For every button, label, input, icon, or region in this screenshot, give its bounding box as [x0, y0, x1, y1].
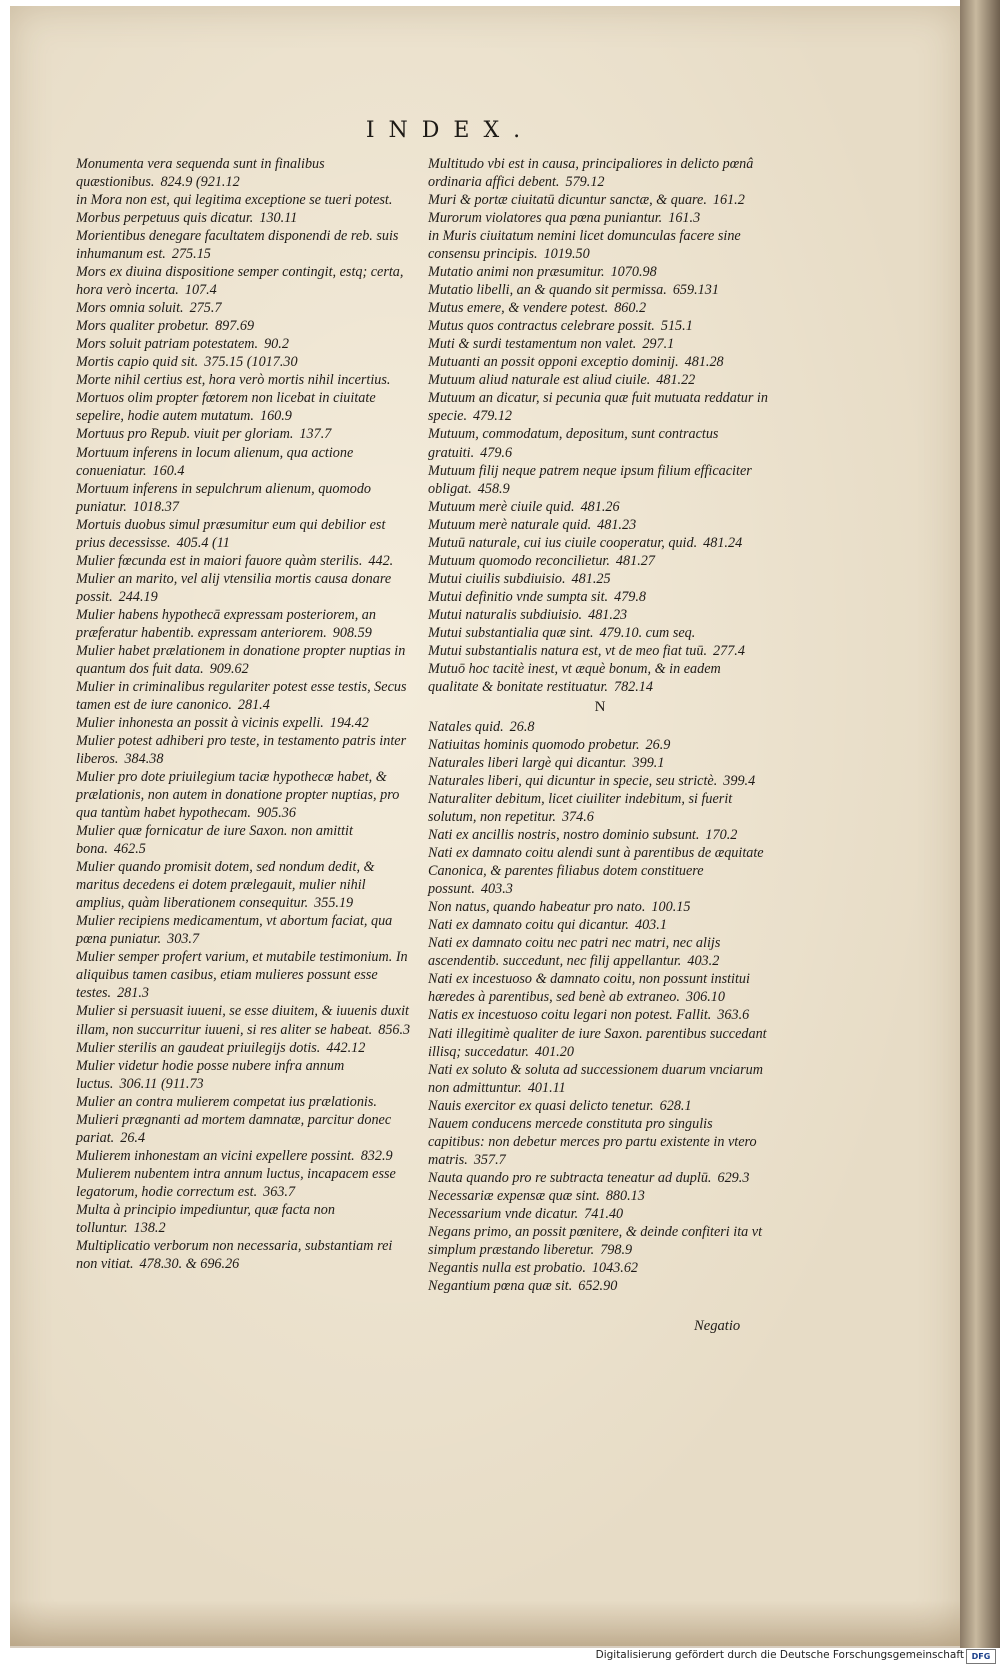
- entry-text: Negantium pœna quæ sit.: [428, 1277, 573, 1294]
- entry-text: Mutuū naturale, cui ius ciuile cooperatur, quid.: [428, 534, 698, 551]
- entry-text: Nati ex ancillis nostris, nostro dominio subsunt.: [428, 827, 700, 844]
- entry-text: Mulier recipiens medicamentum, vt abortum faciat, qua pœna puniatur.: [76, 913, 393, 948]
- index-entry: [428, 898, 772, 916]
- entry-page-ref: 481.24: [703, 534, 743, 551]
- entry-text: Mors soluit patriam potestatem.: [76, 336, 259, 353]
- entry-text: Mulierem inhonestam an vicini expellere possint.: [76, 1147, 355, 1164]
- entry-text: Mutuum merè naturale quid.: [428, 516, 592, 533]
- entry-text: Nati illegitimè qualiter de iure Saxon. parentibus succedant illisq; succedatur.: [428, 1025, 767, 1060]
- index-entry: [428, 299, 772, 317]
- entry-page-ref: 160.4: [152, 462, 185, 479]
- index-entry: [428, 736, 772, 754]
- entry-text: Mulier habet prælationem in donatione propter nuptias in quantum dos fuit data.: [76, 642, 406, 677]
- index-entry: [76, 732, 412, 768]
- entry-text: Mutui definitio vnde sumpta sit.: [428, 588, 609, 605]
- entry-page-ref: 897.69: [215, 318, 255, 335]
- entry-page-ref: 355.19: [314, 895, 354, 912]
- entry-page-ref: 442.: [368, 552, 394, 569]
- entry-page-ref: 880.13: [605, 1187, 645, 1204]
- entry-page-ref: 479.8: [614, 588, 647, 605]
- entry-page-ref: 479.12: [473, 408, 513, 425]
- index-entry: [76, 371, 412, 389]
- index-entry: [428, 425, 772, 461]
- index-entry: [428, 772, 772, 790]
- entry-page-ref: 782.14: [613, 678, 653, 695]
- index-entry: [428, 642, 772, 660]
- entry-page-ref: 458.9: [477, 480, 510, 497]
- entry-text: Mulierem nubentem intra annum luctus, incapacem esse legatorum, hodie correctum est.: [76, 1165, 396, 1200]
- entry-text: Nauis exercitor ex quasi delicto tenetur.: [428, 1097, 654, 1114]
- entry-text: Mulier potest adhiberi pro teste, in testamento patris inter liberos.: [76, 733, 407, 768]
- index-entry: [76, 317, 412, 335]
- index-entry: [76, 263, 412, 299]
- index-entry: [76, 209, 412, 227]
- index-entry: [428, 1259, 772, 1277]
- entry-page-ref: 659.131: [672, 282, 719, 299]
- entry-page-ref: 1019.50: [543, 246, 590, 263]
- index-entry: [76, 480, 412, 516]
- index-entry: [76, 1201, 412, 1237]
- entry-page-ref: 515.1: [660, 318, 693, 335]
- index-entry: [428, 227, 772, 263]
- entry-text: Mutuum quomodo reconcilietur.: [428, 552, 610, 569]
- entry-page-ref: 628.1: [659, 1097, 692, 1114]
- entry-text: Mortuum inferens in sepulchrum alienum, quomodo puniatur.: [76, 480, 372, 515]
- entry-text: Mors omnia soluit.: [76, 300, 184, 317]
- index-entry: [428, 209, 772, 227]
- index-entry: [76, 858, 412, 912]
- entry-text: Mulier quando promisit dotem, sed nondum dedit, & maritus decedens ei dotem prælegauit, mulier nihil amplius, quàm liberationem consequitur.: [76, 859, 375, 912]
- index-entry: [76, 1165, 412, 1201]
- index-entry: [76, 516, 412, 552]
- catchword: Negatio: [694, 1318, 741, 1334]
- entry-text: Mutui naturalis subdiuisio.: [428, 606, 583, 623]
- index-entry: [428, 1061, 772, 1097]
- entry-text: Mulier quæ fornicatur de iure Saxon. non amittit bona.: [76, 823, 353, 858]
- entry-page-ref: 905.36: [256, 805, 296, 822]
- index-entry: [428, 588, 772, 606]
- entry-text: Murorum violatores qua pœna puniantur.: [428, 210, 663, 227]
- entry-text: Morte nihil certius est, hora verò mortis nihil incertius.: [76, 372, 391, 389]
- index-column-left: [76, 155, 412, 1273]
- index-entry: [428, 1223, 772, 1259]
- entry-text: Multitudo vbi est in causa, principaliores in delicto pœnâ ordinaria affici debent.: [428, 156, 754, 191]
- entry-text: Mutatio libelli, an & quando sit permissa.: [428, 282, 667, 299]
- entry-text: Multa à principio impediuntur, quæ facta non tolluntur.: [76, 1201, 335, 1236]
- entry-text: Naturales liberi, qui dicuntur in specie, seu strictè.: [428, 773, 718, 790]
- entry-page-ref: 281.3: [117, 985, 149, 1002]
- entry-text: Naturales liberi largè qui dicantur.: [428, 755, 627, 772]
- entry-text: Mutuum aliud naturale est aliud ciuile.: [428, 372, 651, 389]
- entry-text: in Mora non est, qui legitima exceptione se tueri potest.: [76, 192, 393, 209]
- index-entry: [428, 516, 772, 534]
- entry-text: Nauta quando pro re subtracta teneatur ad duplū.: [428, 1169, 712, 1186]
- entry-page-ref: 375.15 (1017.30: [204, 354, 298, 371]
- index-entry: [428, 281, 772, 299]
- index-entry: [428, 844, 772, 898]
- entry-page-ref: 138.2: [133, 1219, 166, 1236]
- entry-page-ref: 363.7: [263, 1183, 296, 1200]
- entry-page-ref: 403.1: [634, 917, 667, 934]
- index-entry: [428, 1169, 772, 1187]
- index-entry: [428, 534, 772, 552]
- entry-text: Necessariæ expensæ quæ sint.: [428, 1187, 600, 1204]
- entry-text: Nauem conducens mercede constituta pro singulis capitibus: non debetur merces pro partu existente in vtero matris.: [428, 1115, 757, 1168]
- entry-page-ref: 277.4: [713, 642, 745, 659]
- index-entry: [428, 191, 772, 209]
- index-entry: [76, 335, 412, 353]
- index-entry: [428, 498, 772, 516]
- index-entry: [428, 660, 772, 696]
- entry-text: Mutuum merè ciuile quid.: [428, 498, 575, 515]
- entry-text: Naturaliter debitum, licet ciuiliter indebitum, si fuerit solutum, non repetitur.: [428, 791, 733, 826]
- entry-text: Mutus quos contractus celebrare possit.: [428, 318, 655, 335]
- entry-page-ref: 1070.98: [610, 264, 657, 281]
- entry-text: Necessarium vnde dicatur.: [428, 1205, 579, 1222]
- entry-page-ref: 26.8: [509, 718, 535, 735]
- entry-text: Mortuis duobus simul præsumitur eum qui debilior est prius decessisse.: [76, 516, 386, 551]
- index-entry: [428, 462, 772, 498]
- entry-page-ref: 579.12: [565, 174, 605, 191]
- entry-page-ref: 161.3: [668, 210, 701, 227]
- index-entry: [76, 1057, 412, 1093]
- entry-text: Mulier an contra mulierem competat ius prælationis.: [76, 1093, 377, 1110]
- index-entry: [428, 624, 772, 642]
- entry-page-ref: 481.26: [580, 498, 620, 515]
- index-entry: [428, 754, 772, 772]
- entry-page-ref: 306.10: [685, 989, 725, 1006]
- index-entry: [76, 1237, 412, 1273]
- entry-page-ref: 26.4: [120, 1129, 146, 1146]
- entry-page-ref: 481.25: [571, 570, 611, 587]
- entry-page-ref: 478.30. & 696.26: [139, 1255, 240, 1272]
- index-entry: [428, 389, 772, 425]
- entry-text: Mortuum inferens in locum alienum, qua actione conueniatur.: [76, 444, 354, 479]
- index-entry: [428, 826, 772, 844]
- entry-text: Morbus perpetuus quis dicatur.: [76, 210, 254, 227]
- entry-text: Natales quid.: [428, 718, 504, 735]
- entry-page-ref: 832.9: [360, 1147, 393, 1164]
- entry-text: Mutatio animi non præsumitur.: [428, 264, 605, 281]
- entry-text: Nati ex damnato coitu qui dicantur.: [428, 917, 629, 934]
- index-entry: [76, 155, 412, 191]
- entry-page-ref: 481.23: [597, 516, 637, 533]
- index-entry: [428, 353, 772, 371]
- entry-page-ref: 194.42: [329, 714, 369, 731]
- entry-text: Natiuitas hominis quomodo probetur.: [428, 737, 640, 753]
- entry-page-ref: 652.90: [578, 1277, 618, 1294]
- entry-text: Mulieri prægnanti ad mortem damnatæ, parcitur donec pariat.: [76, 1111, 392, 1146]
- entry-text: Negans primo, an possit pœnitere, & deinde confiteri ita vt simplum præstando liberetur.: [428, 1223, 763, 1258]
- entry-page-ref: 1043.62: [591, 1259, 639, 1276]
- entry-page-ref: 363.6: [717, 1007, 750, 1024]
- index-entry: [76, 1039, 412, 1057]
- entry-text: Mulier habens hypothecā expressam posteriorem, an præferatur habentib. expressam anteriorem.: [76, 606, 376, 641]
- entry-text: in Muris ciuitatum nemini licet domunculas facere sine consensu principis.: [428, 228, 741, 263]
- entry-page-ref: 275.7: [189, 300, 222, 317]
- entry-page-ref: 357.7: [473, 1151, 506, 1168]
- index-entry: [428, 1187, 772, 1205]
- entry-text: Mutuō hoc tacitè inest, vt æquè bonum, & in eadem qualitate & bonitate restituatur.: [428, 660, 721, 695]
- index-entry: [428, 606, 772, 624]
- footer-credit: Digitalisierung gefördert durch die Deutsche Forschungsgemeinschaft: [595, 1649, 964, 1661]
- entry-page-ref: 275.15: [171, 246, 211, 263]
- entry-text: Monumenta vera sequenda sunt in finalibus quæstionibus.: [76, 156, 325, 191]
- entry-text: Mutui substantialia quæ sint.: [428, 624, 594, 641]
- entry-page-ref: 399.1: [632, 755, 665, 772]
- entry-text: Muri & portæ ciuitatū dicuntur sanctæ, & quare.: [428, 192, 707, 209]
- entry-page-ref: 481.22: [656, 372, 696, 389]
- entry-text: Mortuus pro Repub. viuit per gloriam.: [76, 426, 294, 443]
- entry-text: Non natus, quando habeatur pro nato.: [428, 899, 646, 916]
- book-spine-edge: [960, 0, 1000, 1650]
- entry-page-ref: 824.9 (921.12: [160, 174, 240, 191]
- entry-text: Nati ex damnato coitu nec patri nec matri, nec alijs ascendentib. succedunt, nec filij appellantur.: [428, 935, 721, 970]
- entry-text: Muti & surdi testamentum non valet.: [428, 336, 637, 353]
- entry-page-ref: 374.6: [561, 809, 594, 826]
- entry-text: Mors ex diuina dispositione semper contingit, estq; certa, hora verò incerta.: [76, 264, 404, 299]
- entry-text: Multiplicatio verborum non necessaria, substantiam rei non vitiat.: [76, 1237, 393, 1272]
- entry-text: Mulier fœcunda est in maiori fauore quàm sterilis.: [76, 552, 363, 569]
- digitization-footer: [0, 1648, 1000, 1664]
- index-entry: [76, 1111, 412, 1147]
- entry-page-ref: 401.20: [534, 1043, 574, 1060]
- entry-page-ref: 481.23: [588, 606, 628, 623]
- entry-text: Mulier pro dote priuilegium taciæ hypothecæ habet, & prælationis, non autem in donatione propter nuptias, pro qua tantùm habet hypothecam.: [76, 769, 400, 822]
- index-entry: [76, 678, 412, 714]
- index-entry: [428, 1277, 772, 1295]
- index-entry: [76, 606, 412, 642]
- entry-page-ref: 306.11 (911.73: [119, 1075, 204, 1092]
- index-entry: [428, 718, 772, 736]
- index-entry: [76, 444, 412, 480]
- entry-text: Nati ex damnato coitu alendi sunt à parentibus de æquitate Canonica, & parentes filiabus dotem constituere possunt.: [428, 845, 764, 898]
- index-entry: [76, 768, 412, 822]
- index-entry: [428, 263, 772, 281]
- entry-text: Mutuum filij neque patrem neque ipsum filium efficaciter obligat.: [428, 462, 752, 497]
- entry-page-ref: 26.9: [645, 737, 671, 753]
- entry-text: Mulier an marito, vel alij vtensilia mortis causa donare possit.: [76, 570, 392, 605]
- index-entry: [428, 335, 772, 353]
- entry-page-ref: 244.19: [118, 588, 158, 605]
- index-entry: [76, 714, 412, 732]
- entry-page-ref: 100.15: [651, 899, 691, 916]
- entry-text: Mulier in criminalibus regulariter potest esse testis, Secus tamen est de iure canonico.: [76, 678, 407, 713]
- index-entry: [76, 389, 412, 425]
- index-entry: [76, 191, 412, 209]
- index-entry: [76, 1147, 412, 1165]
- entry-page-ref: 741.40: [584, 1205, 624, 1222]
- index-entry: [428, 790, 772, 826]
- index-entry: [76, 1002, 412, 1038]
- entry-page-ref: 384.38: [124, 751, 164, 768]
- index-entry: [76, 353, 412, 371]
- entry-page-ref: 442.12: [326, 1039, 366, 1056]
- index-entry: [76, 642, 412, 678]
- entry-page-ref: 479.10. cum seq.: [599, 624, 696, 641]
- entry-page-ref: 479.6: [480, 444, 513, 461]
- entry-text: Mulier si persuasit iuueni, se esse diuitem, & iuuenis duxit illam, non succurritur iuueni, si res aliter se habeat.: [76, 1003, 409, 1038]
- entry-page-ref: 856.3: [378, 1021, 411, 1038]
- entry-text: Nati ex soluto & soluta ad successionem duarum vnciarum non admittuntur.: [428, 1061, 763, 1096]
- index-entry: [428, 1006, 772, 1024]
- entry-page-ref: 908.59: [332, 624, 372, 641]
- entry-page-ref: 297.1: [642, 336, 675, 353]
- entry-page-ref: 860.2: [614, 300, 647, 317]
- entry-page-ref: 403.3: [480, 881, 513, 898]
- index-entry: [76, 299, 412, 317]
- index-entry: [428, 970, 772, 1006]
- index-entry: [428, 916, 772, 934]
- index-entry: [428, 1025, 772, 1061]
- entry-text: Nati ex incestuoso & damnato coitu, non possunt institui hæredes à parentibus, sed benè ab extraneo.: [428, 971, 750, 1006]
- index-entry: [76, 948, 412, 1002]
- entry-page-ref: 629.3: [717, 1169, 750, 1186]
- entry-page-ref: 909.62: [209, 660, 249, 677]
- index-entry: [428, 155, 772, 191]
- entry-page-ref: 462.5: [113, 841, 146, 858]
- index-entry: [428, 1097, 772, 1115]
- entry-page-ref: 281.4: [237, 696, 270, 713]
- entry-page-ref: 137.7: [299, 426, 332, 443]
- entry-page-ref: 107.4: [184, 282, 217, 299]
- entry-text: Mutuum, commodatum, depositum, sunt contractus gratuiti.: [428, 426, 719, 461]
- index-entry: [428, 1205, 772, 1223]
- dfg-logo: DFG: [966, 1649, 996, 1664]
- entry-page-ref: 405.4 (11: [176, 534, 230, 551]
- entry-text: Mutus emere, & vendere potest.: [428, 300, 609, 317]
- entry-text: Morientibus denegare facultatem disponendi de reb. suis inhumanum est.: [76, 228, 399, 263]
- index-entry: [76, 552, 412, 570]
- entry-page-ref: 481.27: [615, 552, 655, 569]
- entry-text: Mulier sterilis an gaudeat priuilegijs dotis.: [76, 1039, 321, 1056]
- index-entry: [428, 317, 772, 335]
- entry-page-ref: 161.2: [712, 192, 745, 209]
- entry-page-ref: 1018.37: [132, 498, 179, 515]
- index-entry: [428, 570, 772, 588]
- index-entry: [428, 1115, 772, 1169]
- index-entry: [76, 822, 412, 858]
- index-entry: [428, 552, 772, 570]
- entry-text: Mulier videtur hodie posse nubere infra annum luctus.: [76, 1057, 345, 1092]
- index-entry: [76, 570, 412, 606]
- page-header: INDEX.: [365, 118, 535, 143]
- page-bottom-shadow: [10, 1600, 960, 1648]
- index-entry: [76, 1093, 412, 1111]
- entry-text: Mortuos olim propter fœtorem non licebat in ciuitate sepelire, hodie autem mutatum.: [76, 390, 376, 425]
- section-letter: N: [594, 698, 606, 715]
- entry-page-ref: 303.7: [167, 931, 200, 948]
- entry-page-ref: 401.11: [527, 1079, 566, 1096]
- entry-text: Mulier inhonesta an possit à vicinis expelli.: [76, 714, 324, 731]
- entry-page-ref: 160.9: [259, 408, 292, 425]
- entry-text: Mors qualiter probetur.: [76, 318, 210, 335]
- entry-page-ref: 798.9: [600, 1241, 633, 1258]
- entry-page-ref: 403.2: [687, 953, 720, 970]
- entry-page-ref: 399.4: [723, 773, 756, 790]
- index-entry: [76, 912, 412, 948]
- entry-page-ref: 130.11: [259, 210, 298, 227]
- index-entry: [428, 934, 772, 970]
- entry-page-ref: 481.28: [684, 354, 724, 371]
- entry-text: Mutui ciuilis subdiuisio.: [428, 570, 566, 587]
- entry-text: Mutuum an dicatur, si pecunia quæ fuit mutuata reddatur in specie.: [428, 390, 768, 425]
- entry-text: Mulier semper profert varium, et mutabile testimonium. In aliquibus tamen casibus, etiam mulieres possunt esse testes.: [76, 949, 408, 1002]
- index-column-right: [428, 155, 772, 1295]
- index-entry: [76, 425, 412, 443]
- index-entry: [76, 227, 412, 263]
- entry-text: Mutui substantialis natura est, vt de meo fiat tuū.: [428, 642, 708, 659]
- entry-text: Mutuanti an possit opponi exceptio dominij.: [428, 354, 679, 371]
- entry-text: Mortis capio quid sit.: [76, 354, 199, 371]
- entry-text: Negantis nulla est probatio.: [428, 1259, 586, 1276]
- entry-page-ref: 90.2: [264, 336, 289, 353]
- entry-page-ref: 170.2: [705, 827, 738, 844]
- entry-text: Natis ex incestuoso coitu legari non potest. Fallit.: [428, 1007, 712, 1024]
- index-entry: [428, 371, 772, 389]
